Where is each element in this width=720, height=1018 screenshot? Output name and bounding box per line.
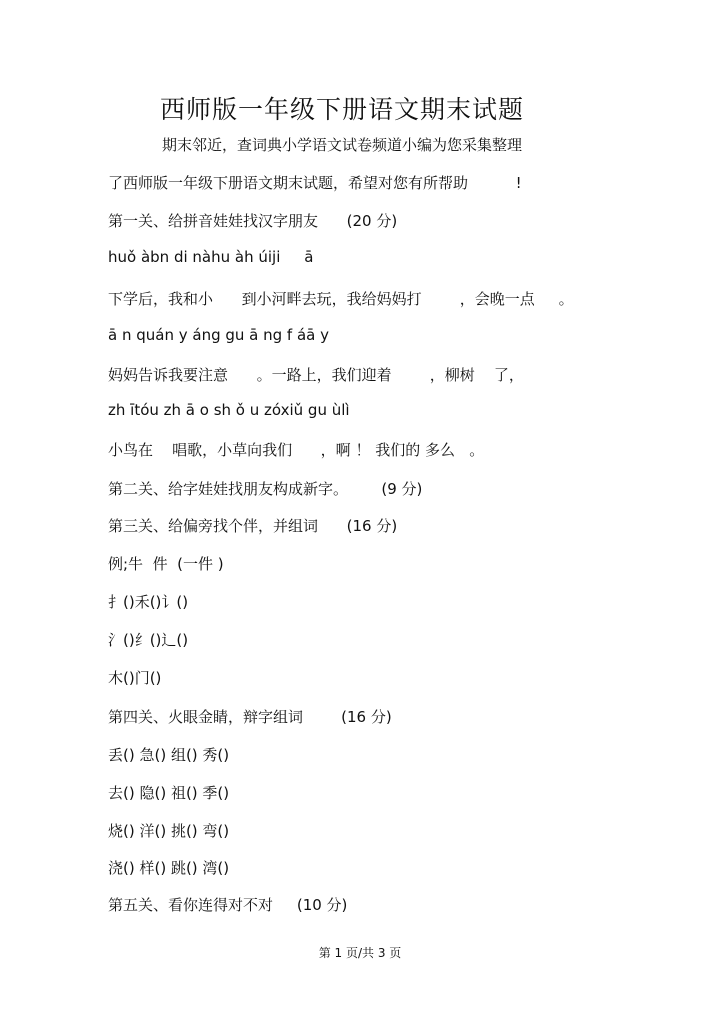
section-heading-1: 第一关、给拼音娃娃找汉字朋友 (20 分)	[108, 212, 398, 230]
section-heading-2: 第二关、给字娃娃找朋友构成新字。 (9 分)	[108, 480, 423, 498]
word-line-3: 烧() 洋() 挑() 弯()	[108, 822, 230, 840]
section-heading-5: 第五关、看你连得对不对 (10 分)	[108, 896, 348, 914]
pinyin-line-3: zh ītóu zh ā o sh ǒ u zóxiǔ gu ùlì	[108, 401, 350, 419]
section-heading-3: 第三关、给偏旁找个伴，并组词 (16 分)	[108, 517, 398, 535]
sentence-line-3: 小鸟在 唱歌，小草向我们 ，啊 ！ 我们的 多么 。	[108, 441, 485, 459]
document-title: 西师版一年级下册语文期末试题	[159, 95, 524, 124]
word-line-1: 丢() 急() 组() 秀()	[108, 746, 230, 764]
radical-line-1: 扌()禾()讠()	[108, 593, 189, 611]
page-footer: 第 1 页/共 3 页	[318, 946, 402, 960]
example-line: 例;牛 件 (一件 )	[108, 555, 224, 573]
radical-line-2: 氵()纟()辶()	[108, 631, 189, 649]
pinyin-line-1: huǒ àbn di nàhu àh úiji ā	[108, 248, 314, 266]
intro-line-1: 期末邻近，查词典小学语文试卷频道小编为您采集整理	[161, 136, 522, 154]
sentence-line-1: 下学后，我和小 到小河畔去玩，我给妈妈打 ，会晚一点 。	[108, 290, 574, 308]
section-heading-4: 第四关、火眼金睛，辩字组词 (16 分)	[108, 708, 392, 726]
intro-line-2: 了西师版一年级下册语文期末试题，希望对您有所帮助 !	[108, 174, 522, 192]
word-line-4: 浇() 样() 跳() 湾()	[108, 859, 230, 877]
pinyin-line-2: ā n quán y áng gu ā ng f áā y	[108, 326, 329, 344]
sentence-line-2: 妈妈告诉我要注意 。一路上，我们迎着 ，柳树 了，	[108, 366, 524, 384]
word-line-2: 去() 隐() 祖() 季()	[108, 784, 230, 802]
radical-line-3: 木()门()	[108, 669, 162, 687]
